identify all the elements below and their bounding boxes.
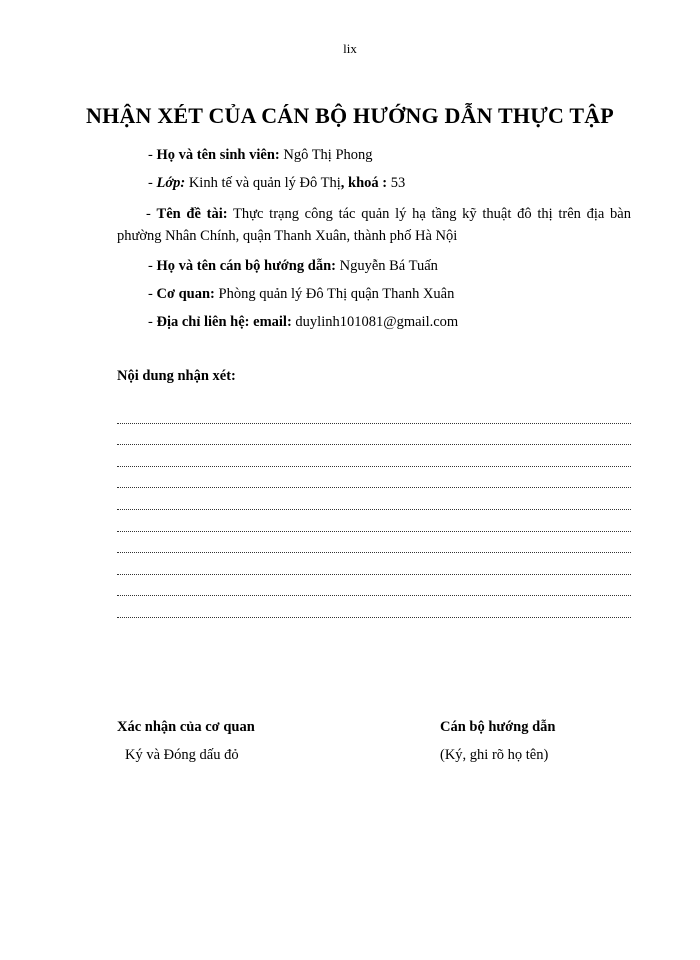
bullet-dash: - (148, 286, 157, 302)
contact-email: duylinh101081@gmail.com (291, 314, 459, 330)
topic-label: Tên đề tài: (156, 206, 228, 222)
comment-line (117, 424, 631, 446)
bullet-dash: - (148, 314, 157, 330)
agency-line (148, 286, 454, 303)
supervisor-label: Họ và tên cán bộ hướng dẫn: (156, 258, 336, 274)
contact-line (148, 314, 458, 331)
supervisor-signature-title: Cán bộ hướng dẫn (440, 719, 556, 735)
comment-line (117, 402, 631, 424)
comment-line (117, 532, 631, 554)
topic-value: Thực trạng công tác quản lý hạ tầng kỹ thuật đô thị trên địa bàn phường Nhân Chính, quận Thanh Xuân, thành phố Hà Nội (117, 206, 631, 244)
comment-line (117, 467, 631, 489)
comment-line (117, 596, 631, 618)
class-label: Lớp: (156, 175, 186, 191)
supervisor-value: Nguyễn Bá Tuấn (335, 258, 438, 274)
comments-heading: Nội dung nhận xét: (117, 368, 236, 384)
student-name-value: Ngô Thị Phong (279, 147, 373, 163)
course-label: , khoá : (340, 175, 388, 191)
bullet-dash: - (148, 147, 157, 163)
contact-label: Địa chỉ liên hệ: email: (156, 314, 292, 330)
comment-lines (117, 402, 631, 618)
student-name-line (148, 147, 373, 164)
bullet-dash: - (148, 175, 157, 191)
bullet-dash: - (148, 258, 157, 274)
agency-confirmation-note: Ký và Đóng dấu đỏ (125, 747, 239, 763)
supervisor-signature-note: (Ký, ghi rõ họ tên) (440, 747, 549, 763)
student-name-label: Họ và tên sinh viên: (156, 147, 280, 163)
comment-line (117, 488, 631, 510)
agency-confirmation-title: Xác nhận của cơ quan (117, 719, 255, 735)
page-title: NHẬN XÉT CỦA CÁN BỘ HƯỚNG DẪN THỰC TẬP (86, 103, 614, 128)
comment-line (117, 445, 631, 467)
agency-value: Phòng quản lý Đô Thị quận Thanh Xuân (214, 286, 455, 302)
class-line (148, 175, 405, 192)
class-value: Kinh tế và quản lý Đô Thị (185, 175, 341, 191)
supervisor-line (148, 258, 438, 275)
comment-line (117, 553, 631, 575)
comment-line (117, 575, 631, 597)
agency-label: Cơ quan: (156, 286, 215, 302)
course-value: 53 (387, 175, 406, 191)
bullet-dash: - (146, 206, 157, 222)
page-number: lix (343, 41, 357, 56)
comment-line (117, 510, 631, 532)
topic-line (117, 203, 631, 247)
